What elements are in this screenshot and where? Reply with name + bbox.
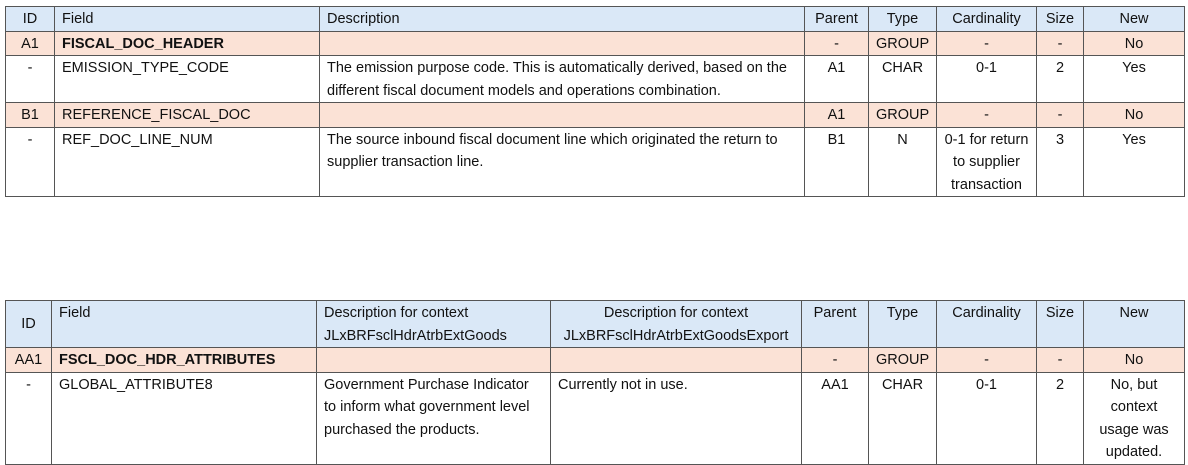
cell-size: - <box>1037 348 1084 373</box>
cell-parent: - <box>805 31 869 56</box>
cell-field: GLOBAL_ATTRIBUTE8 <box>52 372 317 464</box>
cell-cardinality: 0-1 <box>937 56 1037 103</box>
cell-cardinality: 0-1 for return to supplier transaction <box>937 127 1037 197</box>
table-row <box>6 56 1185 103</box>
cell-description <box>320 31 805 56</box>
cell-cardinality: - <box>937 348 1037 373</box>
cell-size: - <box>1037 31 1084 56</box>
cell-field: FISCAL_DOC_HEADER <box>55 31 320 56</box>
cell-new: Yes <box>1084 127 1185 197</box>
cell-description-goods-export: Currently not in use. <box>551 372 802 464</box>
cell-field: EMISSION_TYPE_CODE <box>55 56 320 103</box>
cell-description <box>320 103 805 128</box>
header-id: ID <box>6 7 55 32</box>
cell-parent: A1 <box>805 56 869 103</box>
cell-id: - <box>6 372 52 464</box>
header-type: Type <box>869 7 937 32</box>
cell-id: AA1 <box>6 348 52 373</box>
table-row <box>6 348 1185 373</box>
cell-type: CHAR <box>869 56 937 103</box>
cell-id: A1 <box>6 31 55 56</box>
cell-parent: A1 <box>805 103 869 128</box>
cell-parent: B1 <box>805 127 869 197</box>
header-new: New <box>1084 7 1185 32</box>
cell-new: No, but context usage was updated. <box>1084 372 1185 464</box>
header-size: Size <box>1037 7 1084 32</box>
cell-field: FSCL_DOC_HDR_ATTRIBUTES <box>52 348 317 373</box>
fiscal-doc-header-table <box>5 6 1185 197</box>
header-description: Description <box>320 7 805 32</box>
cell-description-goods <box>317 348 551 373</box>
header-new: New <box>1084 301 1185 348</box>
cell-new: No <box>1084 31 1185 56</box>
header-description-goods: Description for context JLxBRFsclHdrAtrbExtGoods <box>317 301 551 348</box>
cell-description-goods: Government Purchase Indicator to inform what government level purchased the products. <box>317 372 551 464</box>
table-row <box>6 127 1185 197</box>
cell-description: The source inbound fiscal document line which originated the return to supplier transaction line. <box>320 127 805 197</box>
cell-cardinality: - <box>937 31 1037 56</box>
header-parent: Parent <box>802 301 869 348</box>
header-size: Size <box>1037 301 1084 348</box>
cell-size: - <box>1037 103 1084 128</box>
header-parent: Parent <box>805 7 869 32</box>
cell-size: 2 <box>1037 372 1084 464</box>
header-type: Type <box>869 301 937 348</box>
cell-type: N <box>869 127 937 197</box>
cell-description: The emission purpose code. This is automatically derived, based on the different fiscal document models and operations combination. <box>320 56 805 103</box>
cell-id: B1 <box>6 103 55 128</box>
cell-field: REFERENCE_FISCAL_DOC <box>55 103 320 128</box>
header-cardinality: Cardinality <box>937 301 1037 348</box>
cell-parent: - <box>802 348 869 373</box>
header-id: ID <box>6 301 52 348</box>
cell-type: CHAR <box>869 372 937 464</box>
table-header-row <box>6 7 1185 32</box>
header-description-goods-export: Description for context JLxBRFsclHdrAtrbExtGoodsExport <box>551 301 802 348</box>
cell-size: 2 <box>1037 56 1084 103</box>
cell-description-goods-export <box>551 348 802 373</box>
cell-id: - <box>6 56 55 103</box>
cell-type: GROUP <box>869 348 937 373</box>
cell-parent: AA1 <box>802 372 869 464</box>
cell-new: No <box>1084 348 1185 373</box>
cell-field: REF_DOC_LINE_NUM <box>55 127 320 197</box>
table-row <box>6 372 1185 464</box>
cell-id: - <box>6 127 55 197</box>
cell-type: GROUP <box>869 103 937 128</box>
table-header-row <box>6 301 1185 348</box>
cell-type: GROUP <box>869 31 937 56</box>
fiscal-doc-hdr-attributes-table <box>5 300 1185 465</box>
cell-cardinality: 0-1 <box>937 372 1037 464</box>
table-row <box>6 31 1185 56</box>
header-field: Field <box>52 301 317 348</box>
cell-new: Yes <box>1084 56 1185 103</box>
cell-size: 3 <box>1037 127 1084 197</box>
header-field: Field <box>55 7 320 32</box>
cell-cardinality: - <box>937 103 1037 128</box>
cell-new: No <box>1084 103 1185 128</box>
header-cardinality: Cardinality <box>937 7 1037 32</box>
table-row <box>6 103 1185 128</box>
